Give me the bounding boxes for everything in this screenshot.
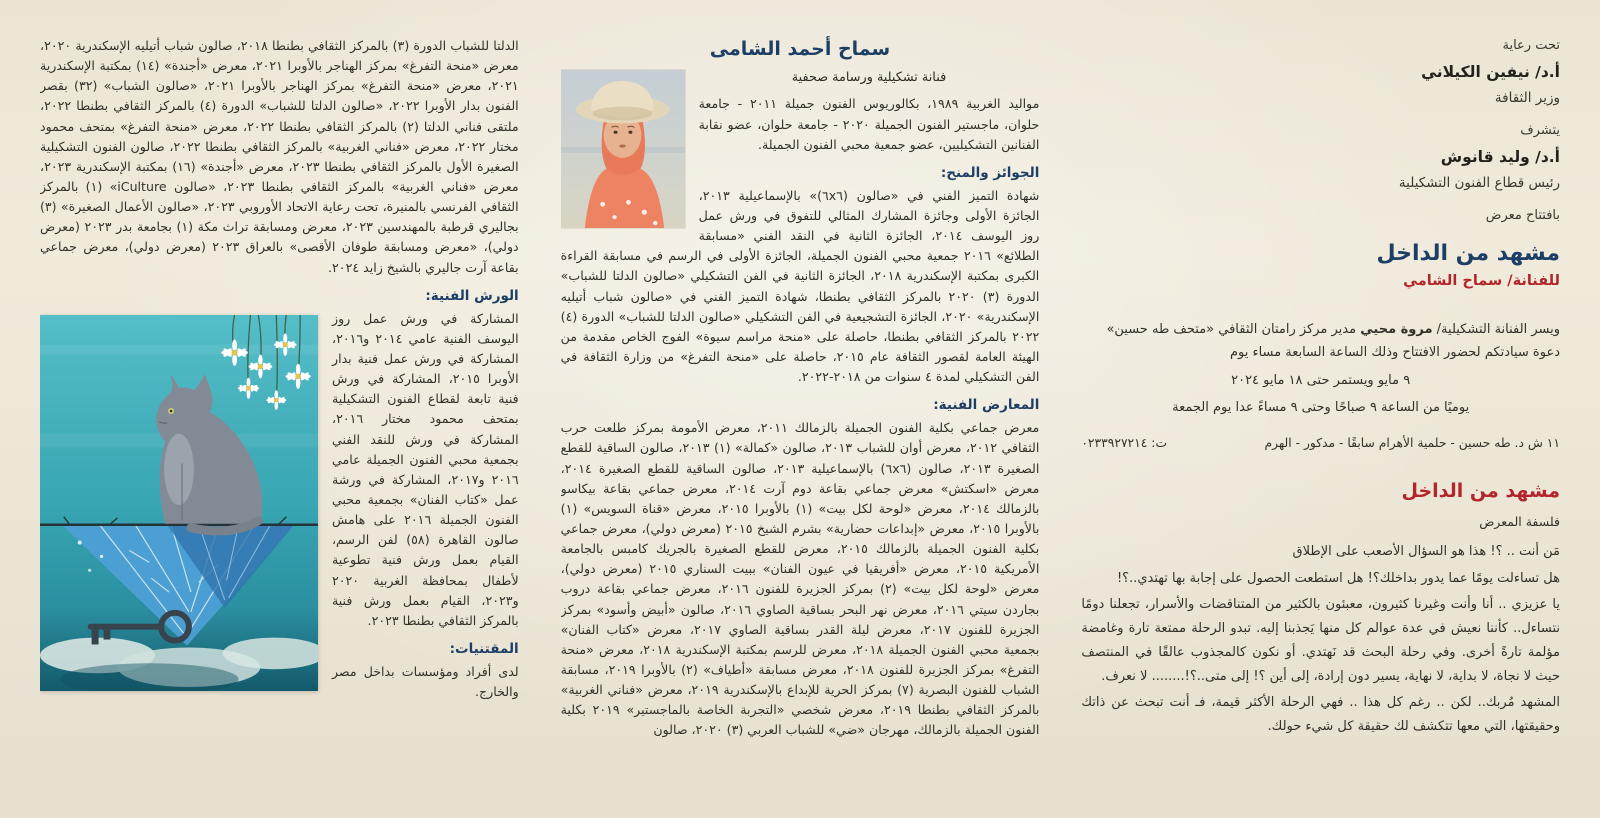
invitation-panel [1081,36,1560,798]
philosophy-paragraph: المشهد مُربك.. لكن .. رغم كل هذا .. فهي الرحلة الأكثر قيمة، فـ أنت تبحث عن ذاتك وحقيقتها، التي معها تتكشف لك حقيقة كل شيء حولك. [1081,694,1560,734]
acquisitions-heading: المقتنيات: [449,640,519,657]
awards-heading: الجوائز والمنح: [940,164,1040,181]
host-title: رئيس قطاع الفنون التشكيلية [1398,174,1560,191]
biography-panel [561,36,1040,798]
invite-suffix: مدير مركز رامتان الثقافي «متحف طه حسين» دعوة سيادتكم لحضور الافتتاح وذلك الساعة السابعة مساء يوم [1106,322,1560,361]
patronage-label: تحت رعاية [1502,38,1560,53]
address-row [1081,436,1560,450]
opening-label: بافتتاح معرض [1485,208,1560,224]
workshops-block [40,309,519,703]
curator-name: مروة محيي [1360,322,1433,338]
cat-painting-illustration [40,315,318,691]
section-heading-scene-from-within: مشهد من الداخل [1401,480,1560,503]
exhibition-title: مشهد من الداخل [1376,241,1560,267]
artist-credit-line: للفنانة/ سماح الشامي [1403,273,1560,290]
workshops-heading: الورش الفنية: [425,287,519,304]
venue-address: ١١ ش د. طه حسين - حلمية الأهرام سابقًا - مدكور - الهرم [1264,436,1560,451]
exhibition-dates: ٩ مايو ويستمر حتى ١٨ مايو ٢٠٢٤ [1231,372,1411,388]
invitation-body [1081,319,1560,450]
awards-body: شهادة التميز الفني في «صالون (٦x٦)» بالإسماعيلية ٢٠١٣، الجائزة الأولى وجائزة المشارك المثالي للتفوق في ورش عمل روز اليوسف ٢٠١٤، الجائزة الثانية في النقد الفني «مسابقة الطلائع» ٢٠١٦ جمعية محبي الفنون الجميلة، الجائزة الأولى في الرسم في مسابقة القراءة الكبرى بمكتبة الإسكندرية ٢٠١٨، الجائزة الثانية في الفن التشكيلي «صالون الدلتا للشباب» الدورة (٣) ٢٠٢٠ بالمركز الثقافي بطنطا، شهادة التميز الفني في «صالون شباب أتيليه الإسكندرية» ٢٠٢٠، الجائزة التشجيعية في الفن التشكيلي «صالون الدلتا للشباب» الدورة (٤) ٢٠٢٢ بالمركز الثقافي بطنطا، حاصلة على «منحة مراسم سيوة» الفوج الخاص مقدمة من الهيئة العامة لقصور الثقافة عام ٢٠١٥، حاصلة على «منحة التفرغ» من وزارة الثقافة في الفن التشكيلي لمدة ٤ سنوات من ٢٠١٨-٢٠٢٢. [560,187,1040,385]
patron-title: وزير الثقافة [1494,89,1560,106]
exhibitions-body: معرض جماعي بكلية الفنون الجميلة بالزمالك ٢٠١١، معرض الأمومة بمركز طلعت حرب الثقافي ٢٠١٢، معرض أوان للشباب ٢٠١٣، صالون «كمالة» (١) ٢٠١٣، صالون الساقية للقطع الصغيرة ٢٠١٣، صالون (٦x٦) بالإسماعيلية ٢٠١٣، صالون الساقية للقطع الصغيرة ٢٠١٤، معرض «اسكتش» معرض جماعي بقاعة دوم آرت ٢٠١٤، معرض جماعي بقاعة بيكاسو بالزمالك ٢٠١٤، معرض «لوحة لكل بيت» (١) بالأوبرا ٢٠١٥، معرض «قناة السويس» (١) بالأوبرا ٢٠١٥، معرض «إبداعات حضارية» بشرم الشيخ ٢٠١٥ (معرض دولي)، معرض جماعي بكلية الفنون الجميلة بالزمالك ٢٠١٥، معرض للقطع الصغيرة بالجريك كامبس بالجامعة الأمريكية ٢٠١٥، معرض «أفريقيا في عيون الفنان» ببيت السناري ٢٠١٥ (معرض دولي)، معرض «لوحة لكل بيت» (٢) بمركز الجزيرة للفنون ٢٠١٦، معرض جماعي بقاعة دروب بجاردن سيتي ٢٠١٦، معرض نهر البحر بساقية الصاوي ٢٠١٦، صالون «أبيض وأسود» بمركز الجزيرة للفنون ٢٠١٧، معرض ليلة القدر بساقية الصاوي ٢٠١٧، معرض «كتاب الفنان» بجمعية محبي الفنون الجميلة ٢٠١٨، معرض للرسم بمكتبة الإسكندرية ٢٠١٨، معرض «منحة التفرغ» بمركز الجزيرة للفنون ٢٠١٨، معرض مسابقة «أطياف» (٢) بالأوبرا ٢٠١٩، مسابقة الشباب للفنون البصرية (٧) بمركز الحرية للإبداع بالإسكندرية ٢٠١٩، معرض «فناني الغربية» بالمركز الثقافي بطنطا ٢٠١٩، معرض شخصي «التجربة الخاصة بالماجستير» ٢٠١٩ بكلية الفنون الجميلة بالزمالك، مهرجان «ضي» للشباب العربي (٣) ٢٠٢٠، صالون [560,420,1040,738]
artist-subtitle: فنانة تشكيلية ورسامة صحفية [791,70,947,85]
host-name: أ.د/ وليد قانوش [1440,147,1560,166]
exhibitions-heading: المعارض الفنية: [933,397,1040,414]
philosophy-label: فلسفة المعرض [1479,514,1560,530]
bio-intro: مواليد الغربية ١٩٨٩، بكالوريوس الفنون جميلة ٢٠١١ - جامعة حلوان، ماجستير الفنون الجميلة ٢٠٢٠ - جامعة حلوان، عضو نقابة الفنانين التشكيليين، عضو جمعية محبي الفنون الجميلة. [698,96,1040,152]
artist-name-heading: سماح أحمد الشامى [709,38,891,60]
philosophy-paragraph: يا عزيزي .. أنا وأنت وغيرنا كثيرون، معبئون بالكثير من المتناقضات والأسرار، تجعلنا دومًا نتساءل.. كأننا نعيش في عدة عوالم كل منها يَجذبنا إليه. تبدو الرحلة ممتعة تارة وغامضة مؤلمة تارةً أخرى. وفي رحلة البحث قد نَهتدي. أو نكون كالمجذوب عالقًا في المنتصف حيث لا نجاة، لا بداية، لا نهاية، يسير دون إرادة، إلى أين ؟! إلى متى..؟!........ لا نعرف. [1081,596,1560,684]
exhibitions-continued: الدلتا للشباب الدورة (٣) بالمركز الثقافي بطنطا ٢٠١٨، صالون شباب أتيليه الإسكندرية ٢٠٢٠، معرض «منحة التفرغ» بمركز الهناجر بالأوبرا ٢٠٢١، معرض «أجندة» (١٤) بمكتبة الإسكندرية ٢٠٢١، معرض «منحة التفرغ» بمركز الهناجر بالأوبرا ٢٠٢١، «صالون الشباب» (٣٢) بقصر الفنون بدار الأوبرا ٢٠٢٢، «صالون الدلتا للشباب» الدورة (٤) بالمركز الثقافي بطنطا ٢٠٢٢، ملتقى فناني الدلتا (٢) بالمركز الثقافي بطنطا ٢٠٢٢، معرض «منحة التفرغ» بمتحف محمود مختار ٢٠٢٢، معرض «فناني الغربية» بالمركز الثقافي بطنطا ٢٠٢٢، صالون الفنون التشكيلية الصغيرة الأول بالمركز الثقافي بطنطا ٢٠٢٣، معرض «أجندة» (١٦) بمكتبة الإسكندرية ٢٠٢٣، معرض «فناني الغربية» بالمركز الثقافي بطنطا ٢٠٢٣، «صالون iCulture» (١) بالمركز الثقافي الفرنسي بالمنيرة، تحت رعاية الاتحاد الأوروبي ٢٠٢٣، «صالون الأعمال الصغيرة» (٣) بجاليري قرطبة بالمهندسين ٢٠٢٣، معرض ومسابقة تراث مكة (١) بجامعة بدر ٢٠٢٣ (معرض دولي)، «معرض ومسابقة طوفان الأقصى» بالعراق ٢٠٢٣ (معرض دولي)، معرض جماعي بقاعة آرت جاليري بالشيخ زايد ٢٠٢٤. [39,38,519,275]
invitation-text [1081,319,1560,365]
artist-portrait-illustration [561,70,685,228]
exhibition-hours: يوميًا من الساعة ٩ صباحًا وحتى ٩ مساءً عدا يوم الجمعة [1172,399,1470,415]
acquisitions-body: لدى أفراد ومؤسسات بداخل مصر والخارج. [331,663,519,700]
artist-photo [561,70,685,228]
cat-painting [40,315,318,691]
phone-number: ت: ٠٢٣٣٩٢٧٢١٤ [1081,436,1168,451]
cv-panel [40,36,519,798]
invitation-header [1231,36,1560,293]
patron-name: أ.د/ نيفين الكيلاني [1421,62,1560,81]
philosophy-paragraph: مَن أنت .. ؟! هذا هو السؤال الأصعب على الإطلاق [1292,544,1560,560]
workshops-body: المشاركة في ورش عمل روز اليوسف الفنية عامي ٢٠١٤ و٢٠١٦، المشاركة في ورش عمل فنية بدار الأوبرا ٢٠١٥، المشاركة في ورش فنية تابعة لقطاع الفنون التشكيلية بمتحف محمود مختار ٢٠١٦، المشاركة في ورش للنقد الفني بجمعية محبي الفنون الجميلة عامي ٢٠١٦ و٢٠١٧، المشاركة في ورشة عمل «كتاب الفنان» بجمعية محبي الفنون الجميلة ٢٠١٦ على هامش صالون القاهرة (٥٨) لفن الرسم، القيام بعمل ورش فنية تطوعية لأطفال بمحافظة الغربية ٢٠٢٠ و٢٠٢٣، القيام بعمل ورش فنية بالمركز الثقافي بطنطا ٢٠٢٣. [331,310,519,628]
philosophy-paragraph: هل تساءلت يومًا عما يدور بداخلك؟! هل استطعت الحصول على إجابة بها تهتدي..؟! [1116,570,1560,586]
invite-prefix: ويسر الفنانة التشكيلية/ [1436,322,1560,338]
honored-label: يتشرف [1520,123,1560,139]
